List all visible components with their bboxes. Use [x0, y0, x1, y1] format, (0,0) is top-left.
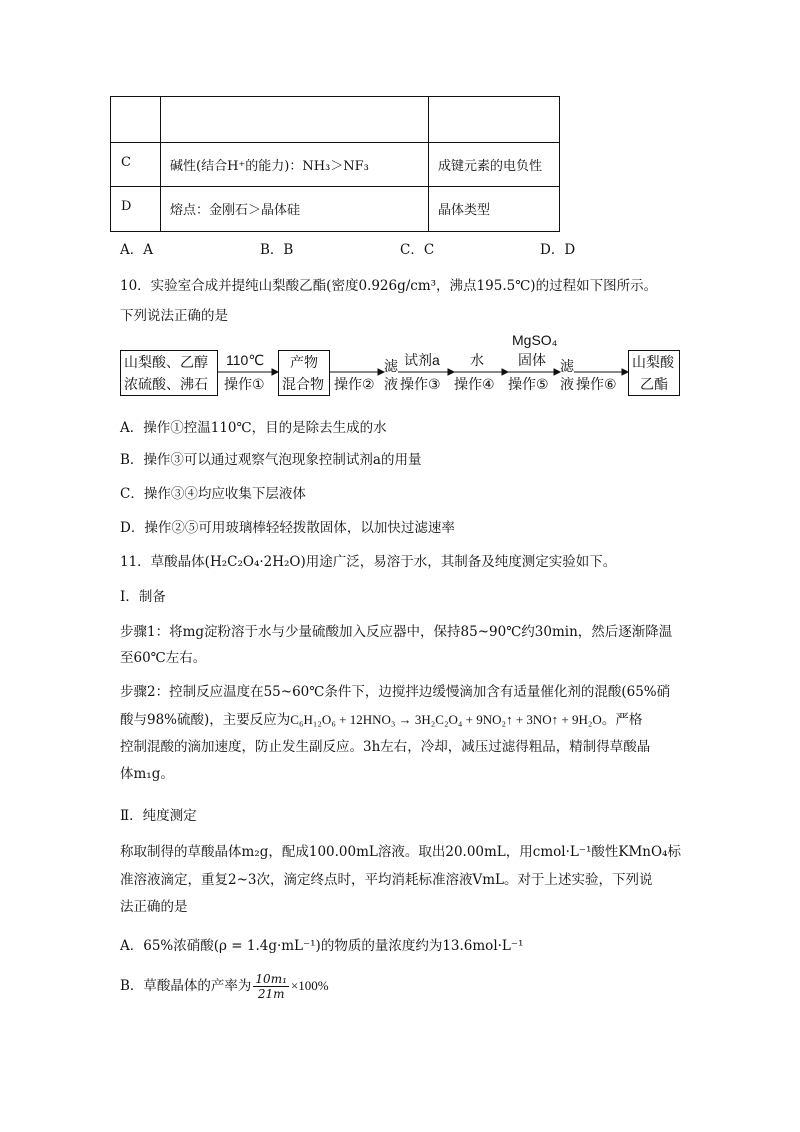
- measure-text-cont: 准溶液滴定，重复2~3次，滴定终点时，平均消耗标准溶液VmL。对于上述实验，下列说: [120, 872, 653, 888]
- step2-text-cont: [120, 708, 642, 728]
- step1-text-cont: 至60℃左右。: [120, 650, 207, 666]
- flow-operation: 操作⑤: [508, 376, 549, 392]
- table-row-content: 碱性(结合H⁺的能力)：NH₃＞NF₃: [170, 159, 369, 174]
- question-10-option-b: B．操作③可以通过观察气泡现象控制试剂a的用量: [120, 452, 422, 468]
- flow-arrows: [0, 0, 800, 420]
- yield-fraction: [253, 972, 288, 1001]
- measure-text-cont: 法正确的是: [120, 899, 188, 915]
- flow-end-text: 山梨酸: [632, 354, 674, 370]
- flow-start-text: 浓硫酸、沸石: [124, 376, 208, 392]
- option-a: A．A: [120, 242, 153, 258]
- reaction-equation: C₆H₁₂O₆ + 12HNO₃ → 3H₂C₂O₄ + 9NO₂↑ + 3NO↑ + 9H₂O: [290, 712, 602, 727]
- step2-text-cont: 控制混酸的滴加速度，防止发生副反应。3h左右，冷却，减压过滤得粗品，精制得草酸晶: [120, 739, 651, 755]
- question-10-option-d: D．操作②⑤可用玻璃棒轻轻拨散固体，以加快过滤速率: [120, 520, 455, 536]
- question-10-stem: 10．实验室合成并提纯山梨酸乙酯(密度0.926g/cm³，沸点195.5℃)的过程如下图所示。: [120, 278, 658, 294]
- option-b-suffix: ×100%: [290, 978, 329, 993]
- flow-mid-text: 产物: [290, 354, 318, 370]
- question-11-stem: 11．草酸晶体(H₂C₂O₄·2H₂O)用途广泛，易溶于水，其制备及纯度测定实验如下。: [120, 554, 617, 570]
- option-b-text: B．草酸晶体的产率为: [120, 978, 252, 994]
- fraction-numerator: 10m₁: [255, 972, 287, 986]
- option-b: B．B: [260, 242, 294, 258]
- question-10-stem-cont: 下列说法正确的是: [120, 308, 228, 324]
- option-d: D．D: [540, 242, 576, 258]
- table-row-label: C: [121, 155, 131, 170]
- question-10-option-a: A．操作①控温110℃，目的是除去生成的水: [120, 420, 387, 436]
- section-title-purity: Ⅱ．纯度测定: [120, 808, 197, 824]
- flow-mgso4: MgSO₄: [512, 332, 558, 348]
- step2-text-pre: 酸与98%硫酸)，主要反应为: [120, 712, 291, 728]
- measure-text: 称取制得的草酸晶体m₂g，配成100.00mL溶液。取出20.00mL，用cmol·L⁻¹酸性KMnO₄标: [120, 844, 681, 860]
- flow-operation: 操作④: [454, 376, 495, 392]
- flow-filtrate: 液: [560, 376, 574, 392]
- fraction-denominator: 21m: [257, 987, 285, 1001]
- question-11-option-b: [120, 972, 329, 1001]
- section-title-preparation: Ⅰ．制备: [120, 589, 166, 605]
- flow-reagent: 试剂a: [404, 352, 440, 368]
- flow-operation: 操作③: [400, 376, 441, 392]
- flow-condition: 110℃: [226, 352, 265, 368]
- table-row-content: 熔点：金刚石＞晶体硅: [170, 203, 301, 218]
- flow-filtrate: 滤: [384, 358, 398, 374]
- table-row-label: D: [121, 199, 132, 214]
- flow-operation: 操作②: [334, 376, 375, 392]
- flow-solid: 固体: [518, 352, 546, 368]
- option-c: C．C: [400, 242, 435, 258]
- question-10-option-c: C．操作③④均应收集下层液体: [120, 486, 306, 502]
- flow-mid-text: 混合物: [282, 376, 324, 392]
- step1-text: 步骤1：将mg淀粉溶于水与少量硫酸加入反应器中，保持85~90℃约30min，然后逐渐降温: [120, 624, 673, 640]
- flow-end-text: 乙酯: [640, 376, 668, 392]
- question-11-option-a: A．65%浓硝酸(ρ = 1.4g·mL⁻¹)的物质的量浓度约为13.6mol·L⁻¹: [120, 938, 524, 954]
- flow-operation: 操作①: [224, 376, 265, 392]
- flow-filtrate: 滤: [560, 358, 574, 374]
- step2-text-post: 。严格: [601, 712, 643, 728]
- flow-water: 水: [470, 352, 484, 368]
- table-row-reason: 成键元素的电负性: [438, 159, 543, 174]
- step2-text: 步骤2：控制反应温度在55~60℃条件下，边搅拌边缓慢滴加含有适量催化剂的混酸(65%硝: [120, 684, 671, 700]
- table-row-reason: 晶体类型: [438, 203, 491, 218]
- step2-text-cont: 体m₁g。: [120, 766, 174, 782]
- flow-filtrate: 液: [384, 376, 398, 392]
- flow-operation: 操作⑥: [576, 376, 617, 392]
- flow-start-text: 山梨酸、乙醇: [124, 354, 208, 370]
